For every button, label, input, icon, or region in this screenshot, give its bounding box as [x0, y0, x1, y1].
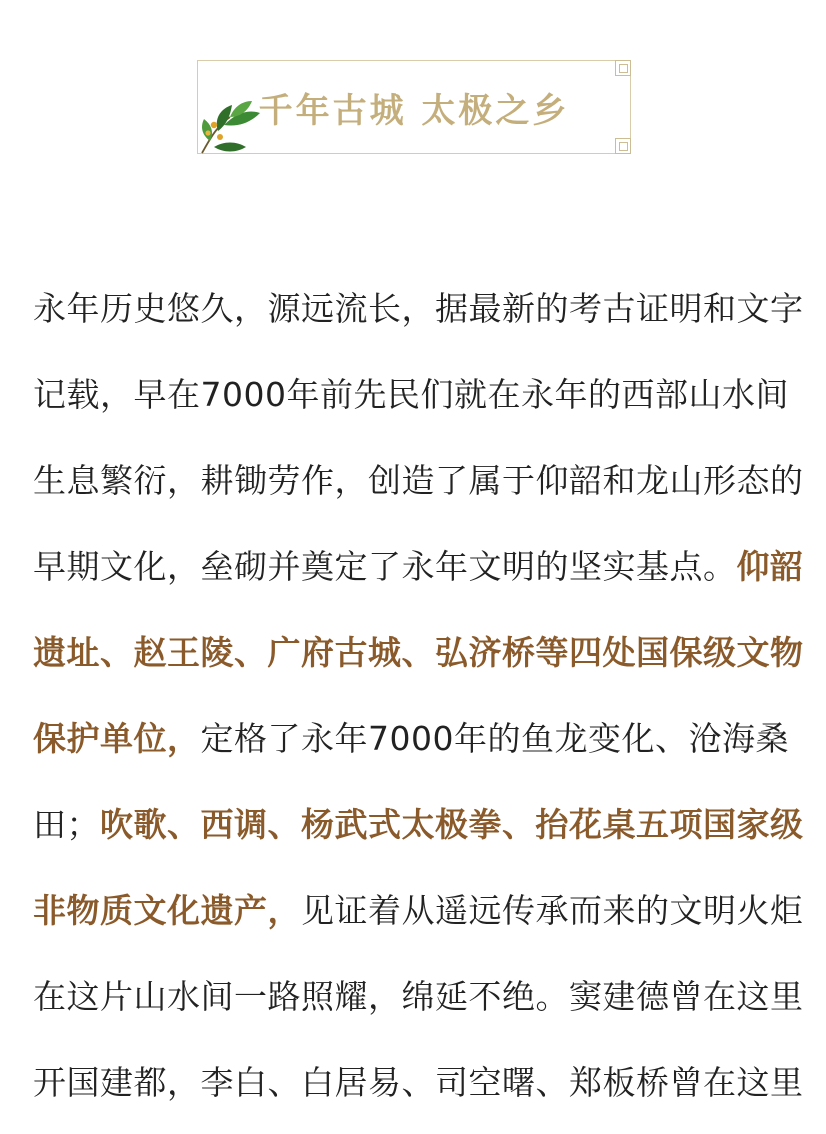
corner-ornament-top-right	[615, 60, 631, 76]
highlighted-text: 非物质文化遗产，	[33, 891, 301, 930]
article-line	[33, 696, 797, 782]
body-text: 在这片山水间一路照耀，绵延不绝。窦建德曾在这里	[33, 977, 804, 1016]
page-title: 千年古城 太极之乡	[258, 91, 570, 131]
body-text: 见证着从遥远传承而来的文明火炬	[301, 891, 804, 930]
article-line	[33, 438, 804, 524]
body-text: 开国建都，李白、白居易、司空曙、郑板桥曾在这里	[33, 1063, 804, 1102]
body-text: 记载，早在7000年前先民们就在永年的西部山水间	[33, 375, 789, 414]
article-line	[33, 868, 804, 954]
article-line	[33, 352, 797, 438]
article-line	[33, 1040, 804, 1126]
highlighted-text: 吹歌、西调、杨武式太极拳、抬花桌五项国家级	[100, 805, 804, 844]
article-body	[33, 266, 804, 1126]
article-line	[33, 954, 804, 1040]
highlighted-text: 仰韶	[736, 547, 804, 586]
body-text: 生息繁衍，耕锄劳作，创造了属于仰韶和龙山形态的	[33, 461, 804, 500]
body-text: 永年历史悠久，源远流长，据最新的考古证明和文字	[33, 289, 804, 328]
highlighted-text: 保护单位，	[33, 719, 201, 758]
corner-ornament-bottom-right	[615, 138, 631, 154]
article-line	[33, 524, 804, 610]
highlighted-text: 遗址、赵王陵、广府古城、弘济桥等四处国保级文物	[33, 633, 804, 672]
article-line	[33, 782, 804, 868]
article-line	[33, 266, 804, 352]
body-text: 定格了永年7000年的鱼龙变化、沧海桑	[200, 719, 789, 758]
article-line	[33, 610, 804, 696]
body-text: 早期文化，垒砌并奠定了永年文明的坚实基点。	[33, 547, 737, 586]
title-frame	[197, 60, 631, 154]
body-text: 田；	[33, 805, 100, 844]
